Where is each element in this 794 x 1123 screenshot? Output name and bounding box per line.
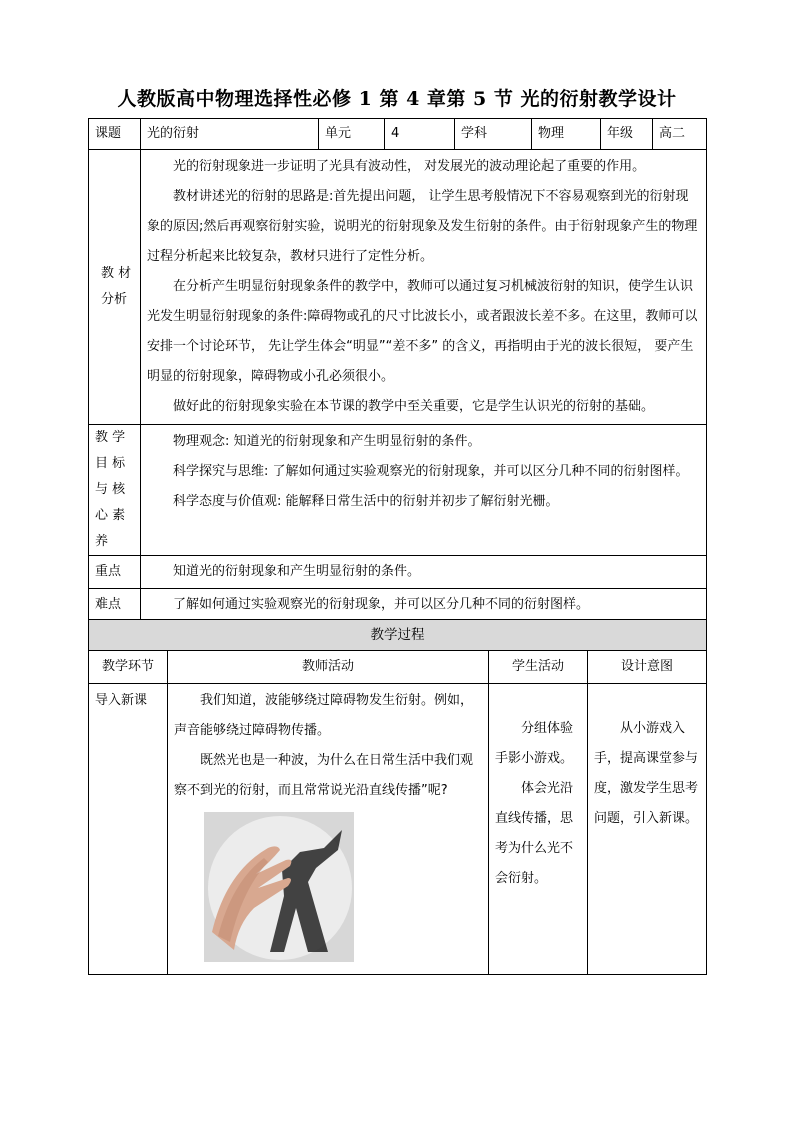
column-student: 学生活动: [489, 651, 588, 684]
difficulty-row: [89, 589, 707, 622]
objective-item: 科学态度与价值观: 能解释日常生活中的衍射并初步了解衍射光栅。: [173, 494, 559, 509]
intent-cell: [588, 684, 707, 975]
objectives-label-line: 与 核: [95, 482, 126, 497]
header-row: [89, 119, 707, 150]
column-intent: 设计意图: [588, 651, 707, 684]
topic-label: 课题: [89, 119, 141, 150]
analysis-label-text: 教 材 分析: [101, 266, 132, 307]
lesson-info-table: [88, 118, 707, 622]
column-teacher: 教师活动: [168, 651, 489, 684]
process-title-row: [89, 620, 707, 651]
student-paragraph: 分组体验手影小游戏。: [495, 721, 574, 766]
difficulty-text: 了解如何通过实验观察光的衍射现象，并可以区分几种不同的衍射图样。: [173, 597, 590, 612]
objectives-label-line: 养: [95, 534, 109, 549]
student-activity-cell: [489, 684, 588, 975]
objectives-label-line: 心 素: [95, 508, 126, 523]
subject-value: 物理: [532, 119, 601, 150]
process-row-intro: [89, 684, 707, 975]
process-columns-row: [89, 651, 707, 684]
objectives-label-line: 目 标: [95, 456, 126, 471]
grade-value: 高二: [653, 119, 707, 150]
student-paragraph: 体会光沿直线传播，思考为什么光不会衍射。: [495, 781, 574, 886]
objective-item: 物理观念: 知道光的衍射现象和产生明显衍射的条件。: [173, 434, 481, 449]
unit-label: 单元: [319, 119, 385, 150]
column-stage: 教学环节: [89, 651, 168, 684]
objectives-label: [89, 425, 141, 556]
objectives-row: [89, 425, 707, 556]
hand-shadow-illustration: [204, 812, 354, 962]
topic-value: 光的衍射: [141, 119, 319, 150]
subject-label: 学科: [455, 119, 532, 150]
objectives-label-line: 教 学: [95, 430, 126, 445]
page-title: 人教版高中物理选择性必修 1 第 4 章第 5 节 光的衍射教学设计: [117, 88, 677, 110]
grade-label: 年级: [601, 119, 653, 150]
key-point-content: [141, 556, 707, 589]
difficulty-label: 难点: [89, 589, 141, 622]
teacher-paragraph: 既然光也是一种波，为什么在日常生活中我们观察不到光的衍射，而且常常说光沿直线传播”呢?: [174, 753, 474, 798]
teacher-paragraph: 我们知道，波能够绕过障碍物发生衍射。例如，声音能够绕过障碍物传播。: [174, 693, 474, 738]
process-title: 教学过程: [89, 620, 707, 651]
analysis-paragraph: 教材讲述光的衍射的思路是:首先提出问题， 让学生思考般情况下不容易观察到光的衍射现象的原因;然后再观察衍射实验，说明光的衍射现象及发生衍射的条件。由于衍射现象产生的物理过程分析起来比较复杂，教材只进行了定性分析。: [147, 189, 698, 264]
objective-item: 科学探究与思维: 了解如何通过实验观察光的衍射现象，并可以区分几种不同的衍射图样。: [173, 464, 689, 479]
analysis-paragraph: 光的衍射现象进一步证明了光具有波动性， 对发展光的波动理论起了重要的作用。: [173, 159, 646, 174]
key-point-label: 重点: [89, 556, 141, 589]
intent-paragraph: 从小游戏入手，提高课堂参与度，激发学生思考问题，引入新课。: [594, 721, 699, 826]
analysis-label: [89, 150, 141, 425]
process-table: [88, 619, 707, 975]
stage-cell: 导入新课: [89, 684, 168, 975]
analysis-content: [141, 150, 707, 425]
key-point-text: 知道光的衍射现象和产生明显衍射的条件。: [173, 564, 421, 579]
unit-value: 4: [385, 119, 455, 150]
teacher-activity-cell: [168, 684, 489, 975]
analysis-paragraph: 做好此的衍射现象实验在本节课的教学中至关重要，它是学生认识光的衍射的基础。: [173, 399, 655, 414]
analysis-paragraph: 在分析产生明显衍射现象条件的教学中，教师可以通过复习机械波衍射的知识，使学生认识光发生明显衍射现象的条件:障碍物或孔的尺寸比波长小，或者跟波长差不多。在这里，教师可以安排一个讨论环节， 先让学生体会“明显”“差不多” 的含义，再指明由于光的波长很短， 要产生明显的衍射现象，障碍物或小孔必须很小。: [147, 279, 698, 384]
objectives-content: [141, 425, 707, 556]
difficulty-content: [141, 589, 707, 622]
analysis-row: [89, 150, 707, 425]
key-point-row: [89, 556, 707, 589]
hand-shadow-image: [204, 812, 354, 962]
